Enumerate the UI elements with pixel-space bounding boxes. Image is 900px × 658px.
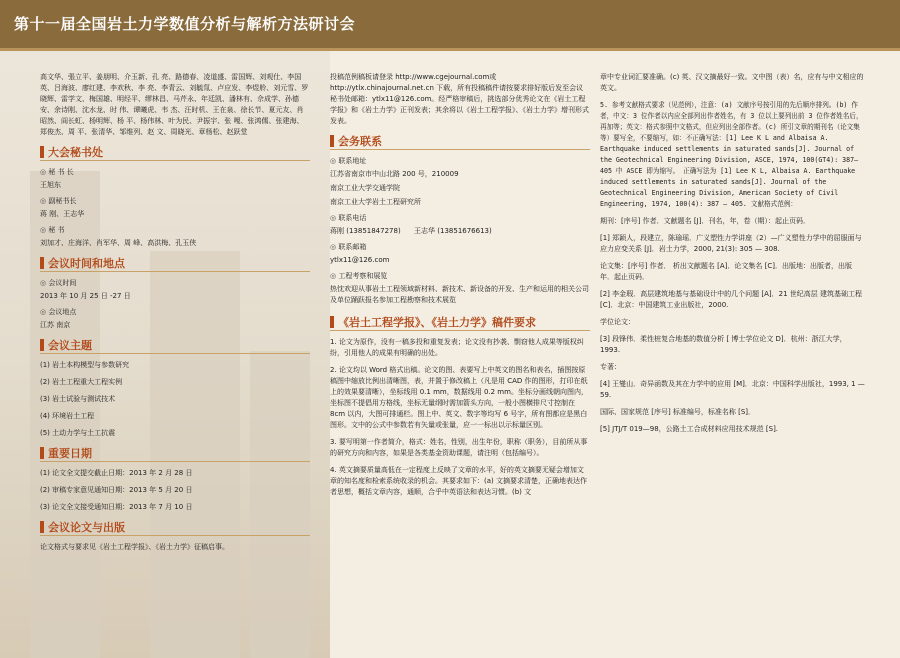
email-link[interactable]: ytlx11@126.com xyxy=(330,256,390,264)
theme-item: (4) 环境岩土工程 xyxy=(40,412,95,420)
page-title: 第十一届全国岩土力学数值分析与解析方法研讨会 xyxy=(14,15,356,33)
label-time: ◎ 会议时间 xyxy=(40,278,310,289)
theme-item: (2) 岩土工程重大工程实例 xyxy=(40,378,123,386)
section-marker xyxy=(40,257,44,269)
secretary-general: 王旭东 xyxy=(40,181,61,189)
theme-item: (1) 岩土本构模型与参数研究 xyxy=(40,361,130,369)
secretaries: 刘加才、庄海洋、肖军华、周 峰、高洪梅、孔玉侠 xyxy=(40,239,197,247)
section-marker xyxy=(330,316,334,328)
section-marker xyxy=(40,447,44,459)
date-item: (3) 论文全文接受通知日期：2013 年 7 月 10 日 xyxy=(40,503,193,511)
format-journal: 期刊：[序号] 作者．文献题名 [J]．刊名，年，卷（期）：起止页码． xyxy=(600,217,810,225)
requirement-item: 2. 论文均以 Word 格式出稿。论文的图、表要写上中英文的图名和表名，插图按原稿图中缩放比例出清晰图，表，并置于修改稿上（凡是用 CAD 作的图形，打印在纸上的效果要清晰），坐标线用 0.1 mm，数据线用 0.2 mm。坐标分画线朝向图内，坐标图不提倡用方格线，坐标无量纲时需加箭头方向，一般小图横排尺寸控制在 8cm 以内，大图可排通栏。图上中、英文、数字等均写 6 号字，所有图都应是黑白图形。文中的公式中参数若有矢量或张量，应一一标出以示标量区别。 xyxy=(330,366,588,429)
committee-names: 高文华、張立平、姜朋明、介玉新、孔 亮、路德春、凌道盛、雷国辉、刘观仕、李国英、吕海波、廖红建、李欢秋、李 亮、李青云、刘毓氚、卢应发、李煜舲、刘元雪、罗晓辉、雷学文、梅国雄、明经平、缪林昌、马芹永、年廷凯、潘林有、佘成学、孙德安、余诗刚、沈水龙、时 伟、谭曦虎、韦 杰、汪时机、王在泉、徐长节、夏元友、肖昭然、阎长虹、杨明辉、杨 平、杨伟林、叶为民、尹振宇、张 嘎、张鸿儒、张建海、郑俊杰、周 平、张清华、邹维列、赵 文、周晓光、章杨松、赵跃堂 xyxy=(40,73,309,136)
label-secretary: ◎ 秘 书 xyxy=(40,225,310,236)
section-marker xyxy=(330,135,334,147)
theme-item: (5) 土动力学与土工抗震 xyxy=(40,429,116,437)
phone-line: 蒋刚 (13851847278) 王志华 (13851676613) xyxy=(330,227,492,235)
label-exhibit: ◎ 工程考察和展览 xyxy=(330,271,590,282)
label-address: ◎ 联系地址 xyxy=(330,156,590,167)
address-line: 江苏省南京市中山北路 200 号，210009 xyxy=(330,170,459,178)
date-item: (1) 论文全文提交截止日期：2013 年 2 月 28 日 xyxy=(40,469,193,477)
right-column xyxy=(600,72,865,652)
section-publish: 会议论文与出版 xyxy=(40,521,310,536)
format-book: 专著： xyxy=(600,363,621,371)
label-secretary-general: ◎ 秘 书 长 xyxy=(40,167,310,178)
format-thesis: 学位论文： xyxy=(600,318,635,326)
section-dates: 重要日期 xyxy=(40,447,310,462)
format-standard: 国际、国家规范 [序号] 标准编号，标准名称 [S]． xyxy=(600,408,756,416)
label-place: ◎ 会议地点 xyxy=(40,307,310,318)
requirement-item: 3. 要写明第一作者简介，格式：姓名，性别，出生年份，职称（职务），目前所从事的研究方向和内容，如果是各类基金资助课题，请注明（包括编号）。 xyxy=(330,438,588,457)
section-secretariat: 大会秘书处 xyxy=(40,146,310,161)
requirement-item: 4. 英文摘要质量高低在一定程度上反映了文章的水平，好的英文摘要无疑会增加文章的知名度和检索系统收录的机会。其要求如下：(a) 文摘要求清楚，正确地表达作者思想，概括文章内容，通顺，合乎中英语法和表达习惯。(b) 文 xyxy=(330,466,587,496)
middle-column xyxy=(330,72,590,652)
date-item: (2) 审稿专家意见通知日期：2013 年 5 月 20 日 xyxy=(40,486,193,494)
reference-example: [4] 王燮山．奇异函数及其在力学中的应用 [M]．北京：中国科学出版社，1993, 1 — 59. xyxy=(600,380,865,399)
requirement-item: 1. 论文为原作，没有一稿多投和重复发表；论文没有抄袭、剽窃他人成果等版权纠纷，引用他人的成果有明确的出处。 xyxy=(330,338,584,357)
format-proceedings: 论文集：[序号] 作者． 析出文献题名 [A]．论文集名 [C]．出版地：出版者，出版年．起止页码． xyxy=(600,262,852,281)
reference-requirements: 5. 参考文献格式要求（见范例），注意：(a) 文献序号按引用的先后顺序排列。(b) 作者，中文：3 位作者以内应全部列出作者姓名，有 3 位以上要列出前 3 位作者姓名后，再加等；英文：格式参照中文格式，但应列出全部作者。(c) 所引文章的期刊名（论文集等）要写全，不要缩写，如：不正确写法：[1] Lee K L and Albaisa A. Earthquake induced settlements in saturated sands[J]. Journal of the Geotechnical Engineering Division, ASCE, 1974, 100(GT4): 387—405 中 ASCE 即为缩写。 正确写法为 [1] Lee K L, Albaisa A. Earthquake induced settlements in saturated sands[J]. Journal of the Geotechnical Engineering Division, American Society of Civil Engineering, 1974, 100(4): 387 — 405. 文献格式范例： xyxy=(600,101,863,208)
publish-text: 论文格式与要求见《岩土工程学报》、《岩土力学》征稿启事。 xyxy=(40,543,229,551)
reference-example: [5] JTJ/T 019—98，公路土工合成材料应用技术规范 [S]. xyxy=(600,425,779,433)
meeting-place: 江苏 南京 xyxy=(40,321,71,329)
label-phone: ◎ 联系电话 xyxy=(330,213,590,224)
label-email: ◎ 联系邮箱 xyxy=(330,242,590,253)
reference-example: [3] 段锋伟．柔性桩复合地基的数值分析 [ 博士学位论文 D]．杭州：浙江大学，1993. xyxy=(600,335,847,354)
reference-example: [2] 李金瑕．高层建筑地基与基础设计中的几个问题 [A]．21 世纪高层 建筑基础工程 [C]．北京：中国建筑工业出版社，2000. xyxy=(600,290,862,309)
label-deputy: ◎ 副秘书长 xyxy=(40,196,310,207)
section-time-place: 会议时间和地点 xyxy=(40,257,310,272)
section-requirements: 《岩土工程学报》、《岩土力学》稿件要求 xyxy=(330,316,590,331)
header-bar xyxy=(0,0,900,48)
section-marker xyxy=(40,521,44,533)
reference-example: [1] 郑颖人，段建立，陈瑜瑶．广义塑性力学讲座（2）—广义塑性力学中的屈服面与应力应变关系 [J]．岩土力学，2000, 21(3): 305 — 308. xyxy=(600,234,862,253)
left-column xyxy=(40,72,310,652)
section-contact: 会务联系 xyxy=(330,135,590,150)
theme-item: (3) 岩土试验与测试技术 xyxy=(40,395,116,403)
exhibit-text: 热忱欢迎从事岩土工程领域新材料、新技术、新设备的开发、生产和运用的相关公司及单位踊跃报名参加工程勘察和技术展览 xyxy=(330,285,589,304)
section-marker xyxy=(40,339,44,351)
section-marker xyxy=(40,146,44,158)
submission-intro: 投稿范例稿板请登录 http://www.cgejournal.com或 http://ytlx.chinajournal.net.cn 下载，所有投稿稿件请按要求排好版后发至会议秘书处邮箱：ytlx11@126.com。经严格审稿后，挑选部分优秀论文在《岩土工程学报》和《岩土力学》正刊发表；其余将以《岩土工程学报》、《岩土力学》增刊形式发表。 xyxy=(330,73,589,125)
address-line: 南京工业大学交通学院 xyxy=(330,184,400,192)
requirement-continued: 章中专业词汇要准确。(c) 英、汉文摘最好一致。文中图（表）名，应有与中文相应的英文。 xyxy=(600,73,864,92)
section-theme: 会议主题 xyxy=(40,339,310,354)
deputy-secretaries: 蒋 刚、王志华 xyxy=(40,210,85,218)
address-line: 南京工业大学岩土工程研究所 xyxy=(330,198,421,206)
meeting-time: 2013 年 10 月 25 日 -27 日 xyxy=(40,292,131,300)
